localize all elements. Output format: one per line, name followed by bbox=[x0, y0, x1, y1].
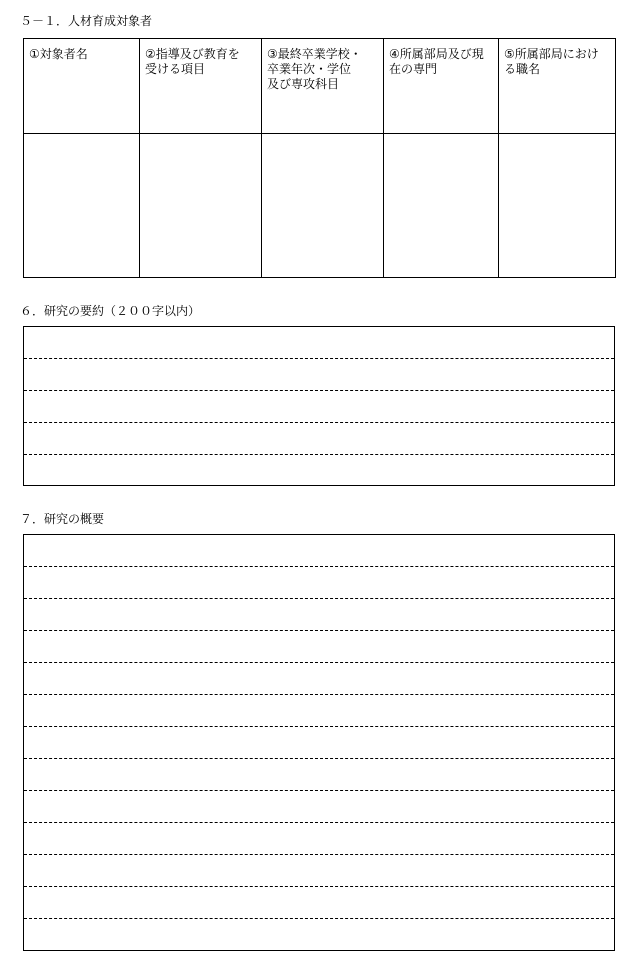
column-header-label: ④所属部局及び現 在の専門 bbox=[389, 47, 484, 76]
ruled-line bbox=[24, 454, 614, 455]
ruled-line bbox=[24, 822, 614, 823]
cell-education-input[interactable] bbox=[262, 134, 384, 278]
research-summary-box[interactable] bbox=[23, 326, 615, 486]
column-header-job-title bbox=[499, 39, 616, 134]
column-header-label: ③最終卒業学校・ 卒業年次・学位 及び専攻科目 bbox=[267, 47, 362, 91]
column-header-name bbox=[24, 39, 140, 134]
ruled-line bbox=[24, 790, 614, 791]
cell-name-input[interactable] bbox=[24, 134, 140, 278]
ruled-line bbox=[24, 758, 614, 759]
training-target-table bbox=[23, 38, 616, 278]
ruled-line bbox=[24, 566, 614, 567]
column-header-label: ②指導及び教育を 受ける項目 bbox=[145, 47, 240, 76]
table-header-row bbox=[24, 39, 616, 134]
cell-training-items-input[interactable] bbox=[140, 134, 262, 278]
column-header-department bbox=[384, 39, 499, 134]
column-header-education bbox=[262, 39, 384, 134]
table-row bbox=[24, 134, 616, 278]
ruled-line bbox=[24, 598, 614, 599]
section-6-heading: ６．研究の要約（２００字以内） bbox=[20, 304, 201, 318]
ruled-line bbox=[24, 886, 614, 887]
cell-job-title-input[interactable] bbox=[499, 134, 616, 278]
ruled-line bbox=[24, 630, 614, 631]
column-header-label: ⑤所属部局におけ る職名 bbox=[504, 47, 599, 76]
ruled-line bbox=[24, 694, 614, 695]
ruled-line bbox=[24, 390, 614, 391]
ruled-line bbox=[24, 726, 614, 727]
ruled-line bbox=[24, 918, 614, 919]
section-5-heading: ５－１．人材育成対象者 bbox=[20, 14, 153, 28]
cell-department-input[interactable] bbox=[384, 134, 499, 278]
ruled-line bbox=[24, 358, 614, 359]
research-overview-box[interactable] bbox=[23, 534, 615, 951]
section-7-heading: ７．研究の概要 bbox=[20, 512, 105, 526]
column-header-training-items bbox=[140, 39, 262, 134]
ruled-line bbox=[24, 854, 614, 855]
ruled-line bbox=[24, 422, 614, 423]
column-header-label: ①対象者名 bbox=[29, 47, 88, 61]
ruled-line bbox=[24, 662, 614, 663]
